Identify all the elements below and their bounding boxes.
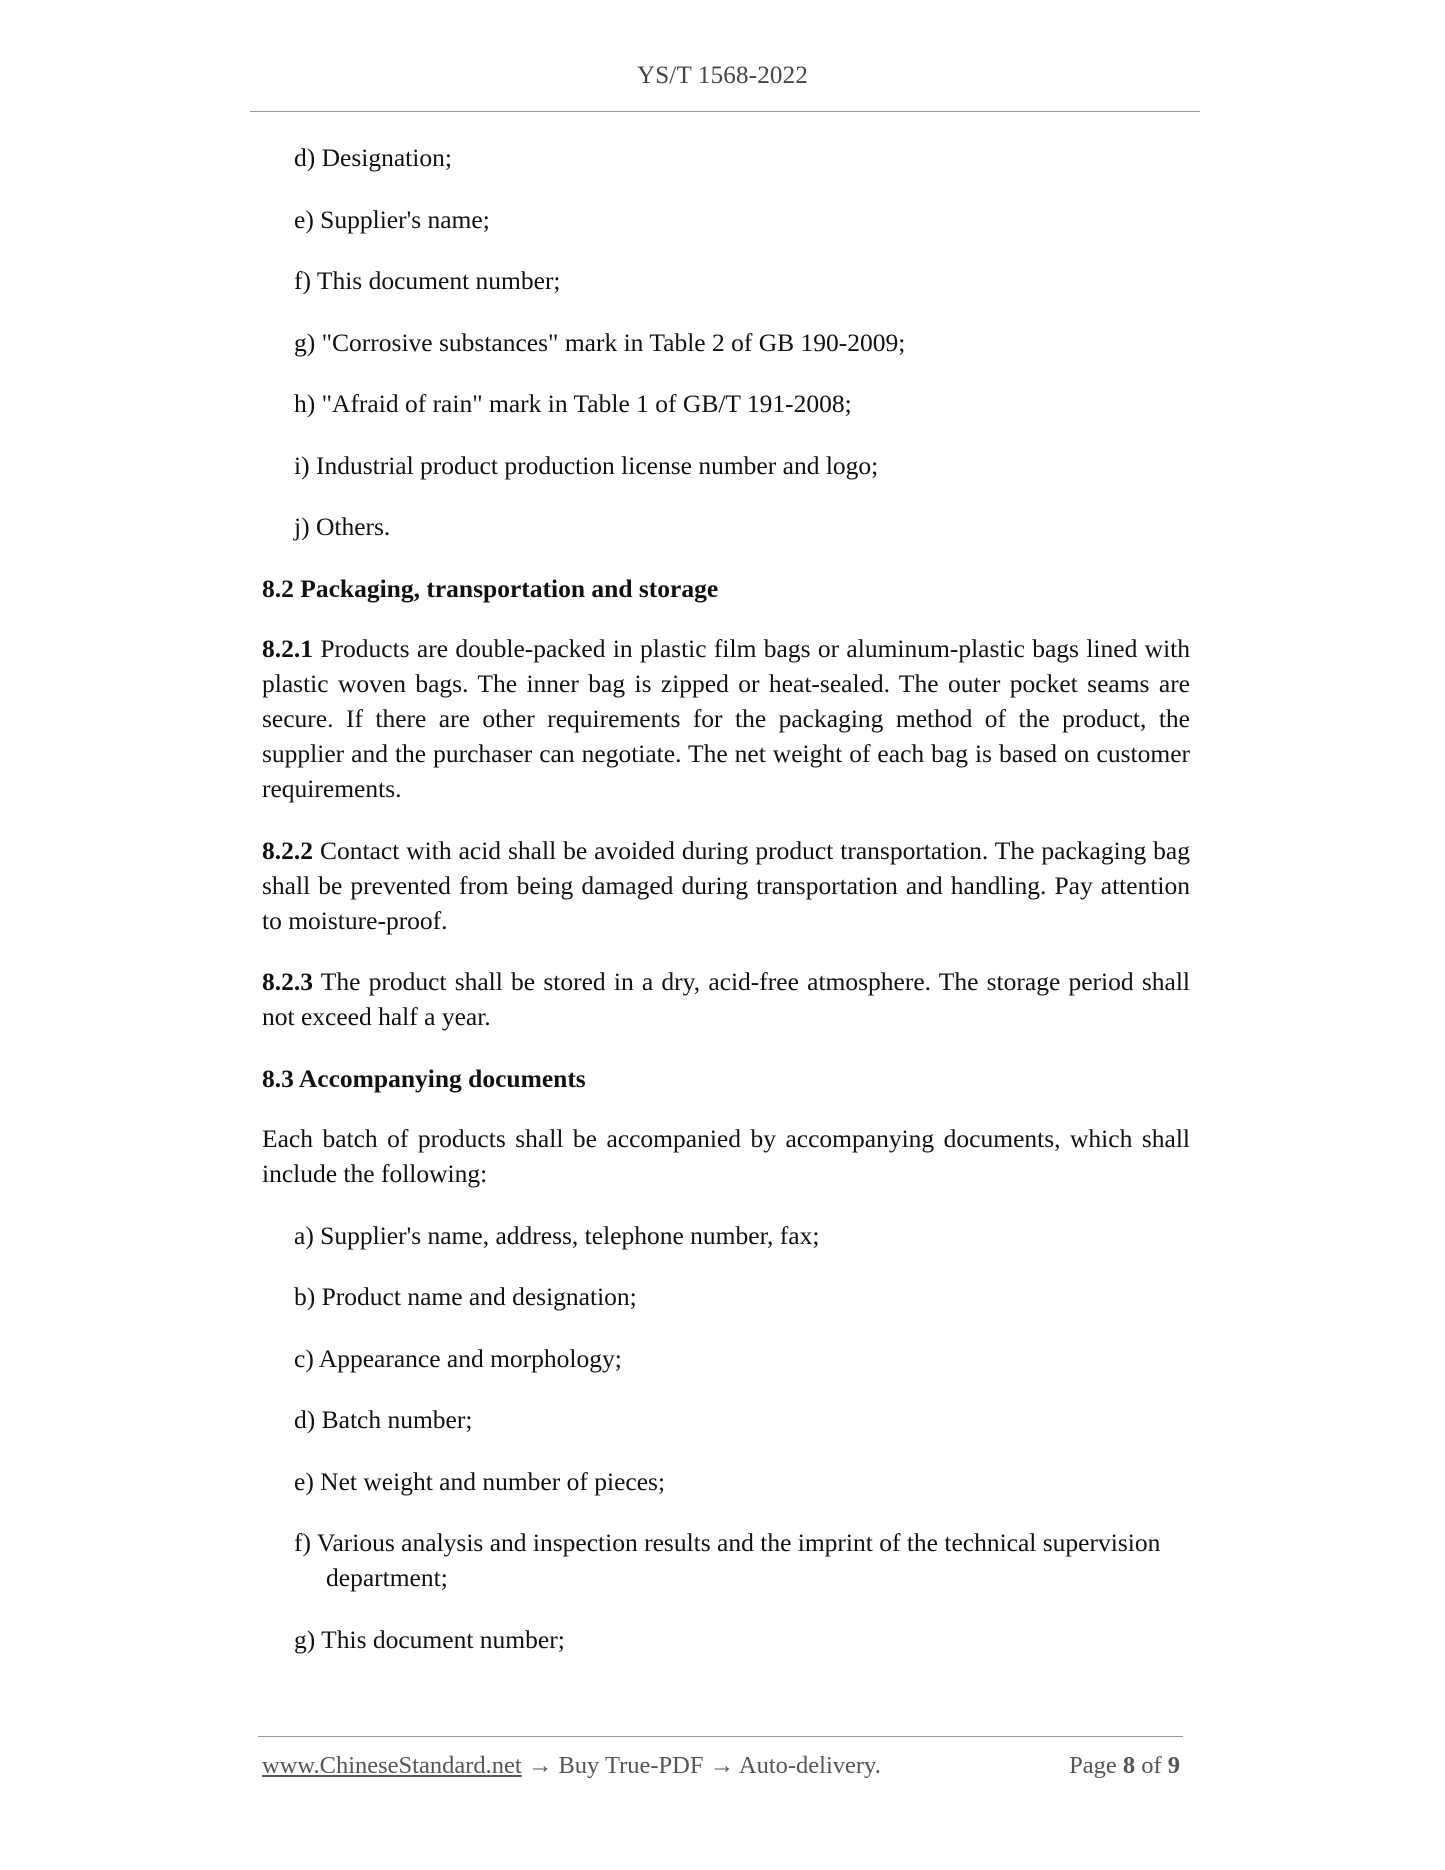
marking-item-d: d) Designation; [294, 143, 452, 172]
marking-item-e: e) Supplier's name; [294, 204, 490, 234]
marking-item-g: g) "Corrosive substances" mark in Table 2 of GB 190-2009; [294, 327, 906, 357]
arrow-right-icon: → [521, 1752, 559, 1779]
section-heading-8-2: 8.2 Packaging, transportation and storage [262, 573, 719, 603]
document-item-c: c) Appearance and morphology; [294, 1343, 622, 1373]
document-item-a: a) Supplier's name, address, telephone number, fax; [294, 1220, 820, 1250]
clause-8-2-3 [262, 964, 1190, 1034]
page-total: 9 [1167, 1752, 1180, 1779]
footer-promo [262, 1752, 881, 1780]
clause-number: 8.2.3 [262, 967, 313, 996]
clause-text: Contact with acid shall be avoided during product transportation. The packaging bag shall be prevented from being damaged during transportation and handling. Pay attention to moisture-proof. [262, 835, 1190, 935]
arrow-right-icon: → [703, 1752, 739, 1779]
page-label: Page [1069, 1752, 1117, 1779]
clause-number: 8.2.2 [262, 835, 313, 865]
website-link[interactable]: www.ChineseStandard.net [262, 1752, 522, 1779]
page-indicator [1069, 1752, 1180, 1780]
header-divider [250, 111, 1200, 112]
section-heading-8-3: 8.3 Accompanying documents [262, 1063, 586, 1093]
document-item-b: b) Product name and designation; [294, 1282, 637, 1311]
clause-text: Products are double-packed in plastic film bags or aluminum-plastic bags lined with plastic woven bags. The inner bag is zipped or heat-sealed. The outer pocket seams are secure. If there are other requirements for the packaging method of the product, the supplier and the purchaser can negotiate. The net weight of each bag is based on customer requirements. [262, 634, 1190, 803]
marking-item-f: f) This document number; [294, 266, 561, 295]
document-item-f: f) Various analysis and inspection results and the imprint of the technical supervision department; [294, 1528, 1161, 1592]
clause-8-2-2 [262, 833, 1190, 938]
clause-text: The product shall be stored in a dry, acid-free atmosphere. The storage period shall not exceed half a year. [262, 967, 1190, 1031]
page-body [262, 140, 1190, 1683]
page-number: 8 [1122, 1752, 1136, 1779]
document-item-d: d) Batch number; [294, 1405, 473, 1434]
clause-8-2-1 [262, 631, 1190, 806]
auto-delivery-text: Auto-delivery. [738, 1752, 881, 1779]
running-header: YS/T 1568-2022 [636, 62, 809, 89]
marking-item-j: j) Others. [294, 512, 391, 541]
document-item-g: g) This document number; [294, 1624, 565, 1654]
of-label: of [1141, 1752, 1162, 1779]
section-8-3-intro: Each batch of products shall be accompanied by accompanying documents, which shall include the following: [262, 1124, 1190, 1188]
clause-number: 8.2.1 [262, 634, 313, 663]
marking-item-i: i) Industrial product production license number and logo; [294, 450, 879, 480]
footer-divider [258, 1736, 1183, 1737]
buy-pdf-text: Buy True-PDF [558, 1752, 704, 1779]
marking-item-h: h) "Afraid of rain" mark in Table 1 of GB/T 191-2008; [294, 389, 852, 418]
document-item-e: e) Net weight and number of pieces; [294, 1466, 666, 1496]
